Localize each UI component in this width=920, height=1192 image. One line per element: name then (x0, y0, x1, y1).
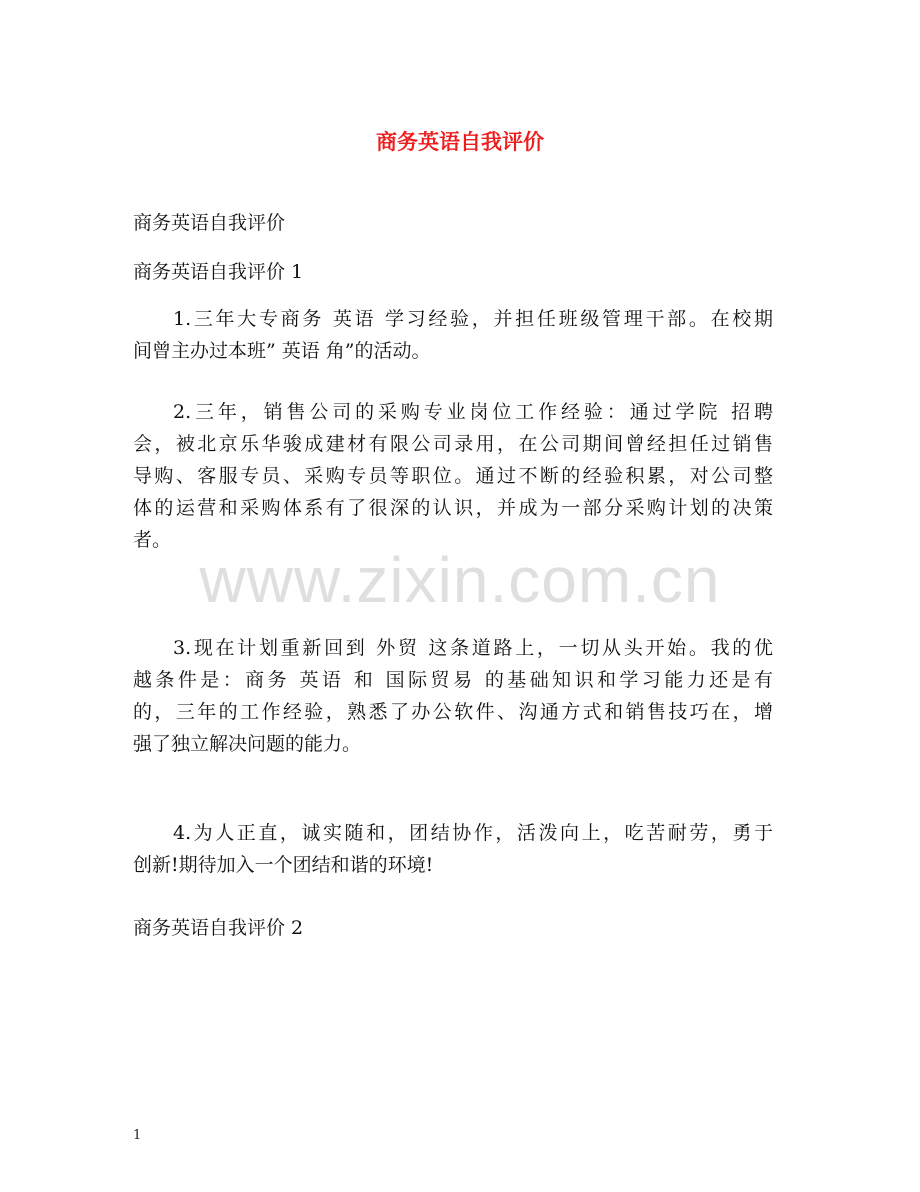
paragraph-line: 间曾主办过本班” 英语 角”的活动。 (133, 340, 431, 362)
watermark: www.zixin.com.cn (199, 544, 721, 616)
paragraph-line: 强了独立解决问题的能力。 (133, 733, 362, 755)
paragraph-line: 4.为人正直，诚实随和，团结协作，活泼向上，吃苦耐劳，勇于 (173, 822, 773, 844)
section-heading-1: 商务英语自我评价 1 (133, 261, 304, 283)
paragraph-1 (133, 303, 773, 367)
paragraph-line: 导购、客服专员、采购专员等职位。通过不断的经验积累，对公司整 (133, 465, 773, 487)
paragraph-line: 2.三年，销售公司的采购专业岗位工作经验：通过学院 招聘 (173, 401, 773, 423)
page-number: 1 (133, 1128, 142, 1143)
paragraph-line: 越条件是：商务 英语 和 国际贸易 的基础知识和学习能力还是有 (133, 669, 773, 691)
paragraph-line: 3.现在计划重新回到 外贸 这条道路上，一切从头开始。我的优 (173, 637, 773, 659)
paragraph-line: 的，三年的工作经验，熟悉了办公软件、沟通方式和销售技巧在，增 (133, 701, 773, 723)
paragraph-3 (133, 632, 773, 760)
paragraph-line: 创新!期待加入一个团结和谐的环境! (133, 854, 434, 876)
paragraph-2 (133, 396, 773, 556)
document-title: 商务英语自我评价 (376, 129, 544, 154)
document-subtitle: 商务英语自我评价 (133, 212, 286, 234)
paragraph-4 (133, 817, 773, 881)
paragraph-line: 体的运营和采购体系有了很深的认识，并成为一部分采购计划的决策 (133, 497, 773, 519)
paragraph-line: 1.三年大专商务 英语 学习经验，并担任班级管理干部。在校期 (173, 308, 773, 330)
paragraph-line: 会，被北京乐华骏成建材有限公司录用，在公司期间曾经担任过销售 (133, 433, 773, 455)
section-heading-2: 商务英语自我评价 2 (133, 917, 304, 939)
paragraph-line: 者。 (133, 529, 172, 551)
